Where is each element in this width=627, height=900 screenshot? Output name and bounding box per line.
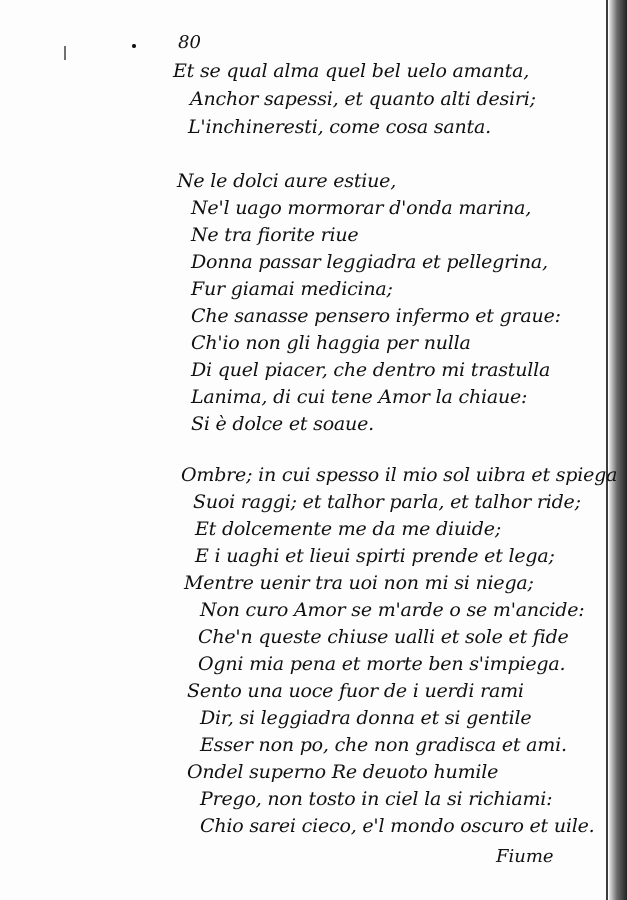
margin-mark (64, 46, 66, 60)
verse-line: Di quel piacer, che dentro mi trastulla (191, 359, 551, 381)
verse-line: Ne tra fiorite riue (191, 224, 359, 246)
ink-dot (132, 44, 136, 48)
verse-line: Ne'l uago mormorar d'onda marina, (191, 197, 532, 219)
verse-line: Ne le dolci aure estiue, (177, 170, 397, 192)
page-edge-shadow (609, 0, 627, 900)
page-fold-line (606, 0, 608, 900)
verse-line: L'inchineresti, come cosa santa. (188, 116, 491, 138)
verse-line: Et se qual alma quel bel uelo amanta, (173, 60, 530, 82)
verse-line: Chio sarei cieco, e'l mondo oscuro et uile. (200, 815, 595, 837)
verse-line: Che sanasse pensero infermo et graue: (191, 305, 561, 327)
verse-line: Dir, si leggiadra donna et si gentile (200, 707, 532, 729)
page-number: 80 (178, 32, 201, 53)
verse-line: Mentre uenir tra uoi non mi si niega; (184, 572, 534, 594)
verse-line: Sento una uoce fuor de i uerdi rami (187, 680, 524, 702)
catchword: Fiume (496, 846, 554, 867)
verse-line: Suoi raggi; et talhor parla, et talhor ride; (193, 491, 581, 513)
verse-line: Fur giamai medicina; (191, 278, 393, 300)
verse-line: E i uaghi et lieui spirti prende et lega; (195, 545, 555, 567)
verse-line: Lanima, di cui tene Amor la chiaue: (191, 386, 528, 408)
verse-line: Che'n queste chiuse ualli et sole et fide (198, 626, 569, 648)
verse-line: Anchor sapessi, et quanto alti desiri; (190, 88, 536, 110)
verse-line: Donna passar leggiadra et pellegrina, (191, 251, 548, 273)
verse-line: Ch'io non gli haggia per nulla (191, 332, 471, 354)
verse-line: Prego, non tosto in ciel la si richiami: (200, 788, 553, 810)
verse-line: Ogni mia pena et morte ben s'impiega. (198, 653, 566, 675)
verse-line: Et dolcemente me da me diuide; (195, 518, 502, 540)
verse-line: Non curo Amor se m'arde o se m'ancide: (200, 599, 585, 621)
verse-line: Si è dolce et soaue. (191, 413, 374, 435)
verse-line: Esser non po, che non gradisca et ami. (200, 734, 567, 756)
verse-line: Ondel superno Re deuoto humile (187, 761, 499, 783)
verse-line: Ombre; in cui spesso il mio sol uibra et spiega (181, 464, 618, 486)
